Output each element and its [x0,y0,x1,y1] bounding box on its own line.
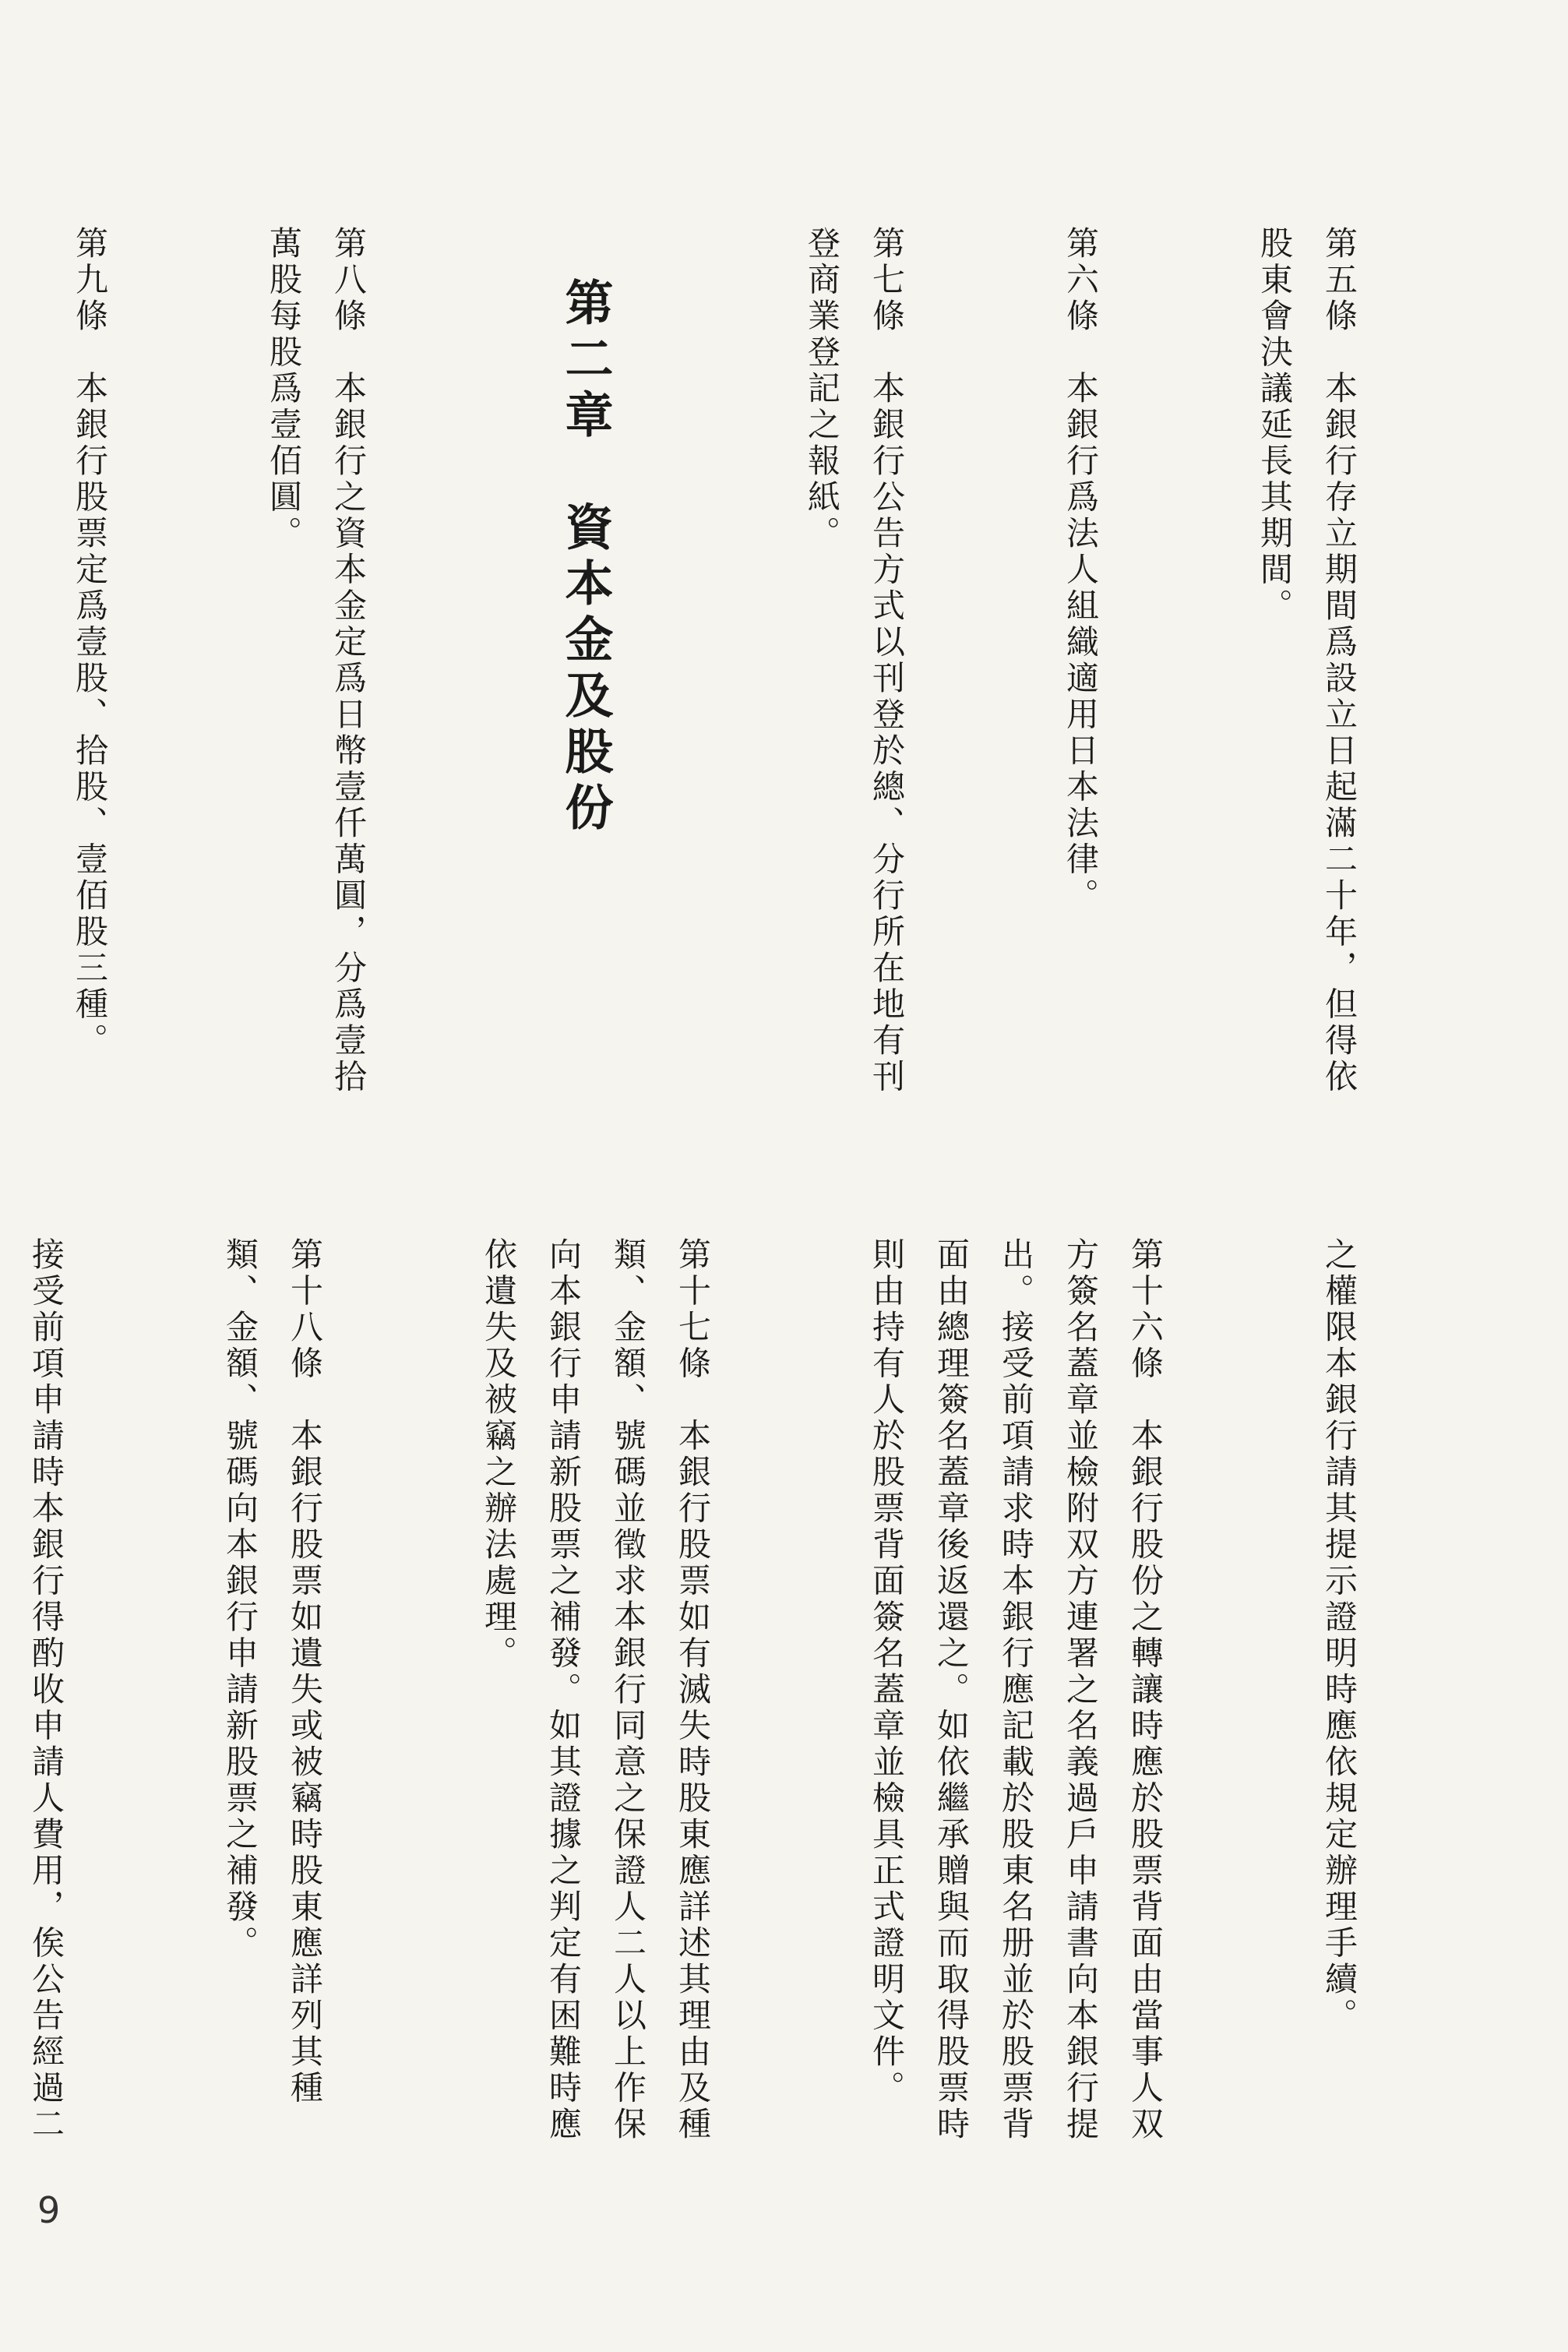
article-17: 第十七條 本銀行股票如有滅失時股東應詳述其理由及種類、金額、號碼並徵求本銀行同意之保證人二人以上作保向本銀行申請新股票之補發。如其證據之判定有困難時應依遺失及被竊之辦法處理。 [480,1237,712,2143]
article-8: 第八條 本銀行之資本金定爲日幣壹仟萬圓，分爲壹拾萬股每股爲壹佰圓。 [265,226,368,1095]
lower-text-block [5,1237,1501,2172]
article-9: 第九條 本銀行股票定爲壹股、拾股、壹佰股三種。 [71,226,109,1060]
upper-text-block [5,226,1501,1130]
article-6: 第六條 本銀行爲法人組織適用日本法律。 [1062,226,1100,915]
article-16: 第十六條 本銀行股份之轉讓時應於股票背面由當事人双方簽名蓋章並檢附双方連署之名義過戶申請書向本銀行提出。接受前項請求時本銀行應記載於股東名册並於股票背面由總理簽名蓋章後返還之。如依繼承贈與而取得股票時則由持有人於股票背面簽名蓋章並檢具正式證明文件。 [868,1237,1165,2143]
article-7: 第七條 本銀行公告方式以刊登於總、分行所在地有刊登商業登記之報紙。 [803,226,906,1095]
article-5: 第五條 本銀行存立期間爲設立日起滿二十年，但得依股東會決議延長其期間。 [1256,226,1358,1095]
article-18-clause-2: 接受前項申請時本銀行得酌收申請人費用，俟公告經過二 [27,1237,65,2143]
article-15-continued: 之權限本銀行請其提示證明時應依規定辦理手續。 [1320,1237,1358,2034]
article-18: 第十八條 本銀行股票如遺失或被竊時股東應詳列其種類、金額、號碼向本銀行申請新股票之補發。 [221,1237,324,2107]
chapter-heading: 第二章 資本金及股份 [557,277,614,838]
page-number: 9 [37,2189,61,2231]
